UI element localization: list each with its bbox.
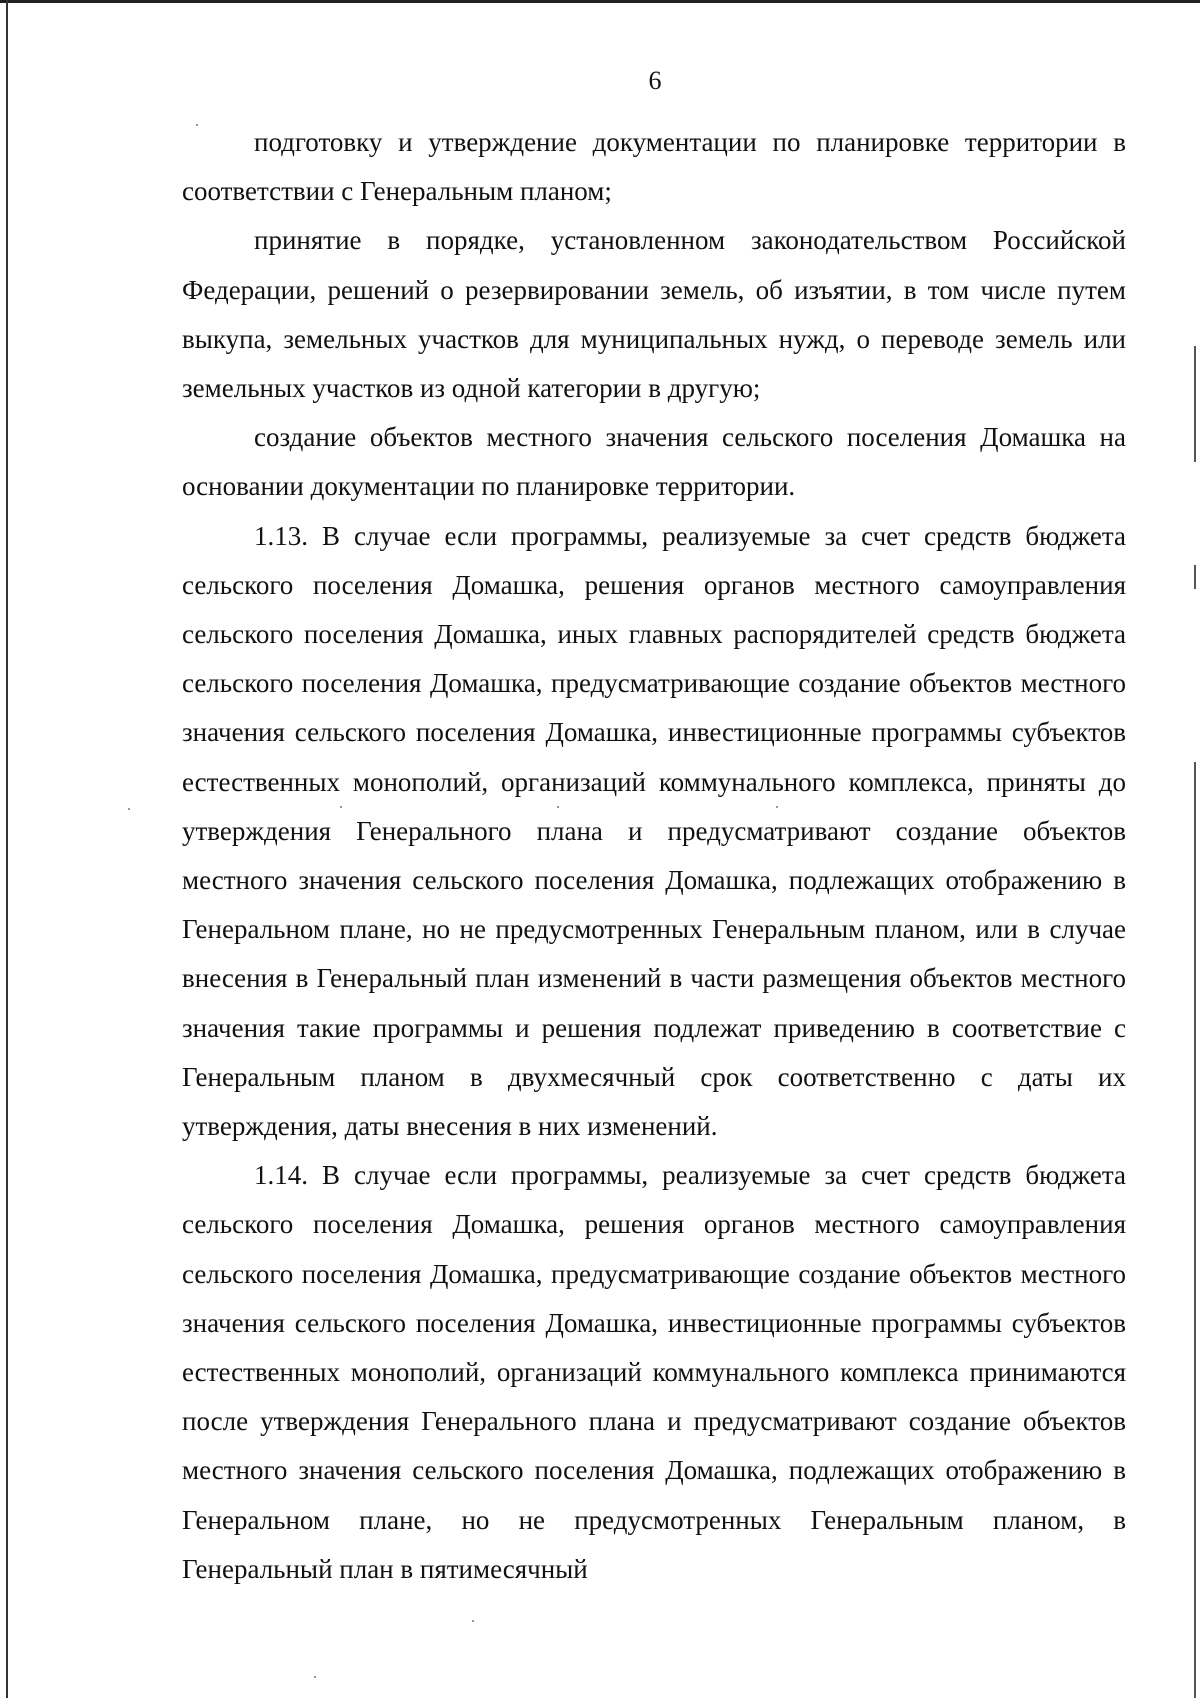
document-body (182, 118, 1126, 1594)
paragraph-1-14: 1.14. В случае если программы, реализуемые за счет средств бюджета сельского поселения Домашка, решения органов местного самоуправления сельского поселения Домашка, предусматривающие создание объектов местного значения сельского поселения Домашка, инвестиционные программы субъектов естественных монополий, организаций коммунального комплекса принимаются после утверждения Генерального плана и предусматривают создание объектов местного значения сельского поселения Домашка, подлежащих отображению в Генеральном плане, но не предусмотренных Генеральным планом, в Генеральный план в пятимесячный (182, 1160, 1126, 1584)
scan-edge-mark (1194, 565, 1196, 589)
paragraph-territory-planning: подготовку и утверждение документации по планировке территории в соответствии с Генеральным планом; (182, 127, 1126, 207)
paragraph-local-objects: создание объектов местного значения сельского поселения Домашка на основании документации по планировке территории. (182, 422, 1126, 502)
scan-speck (128, 808, 130, 810)
scan-edge-mark (1194, 762, 1196, 1698)
scan-speck (314, 1676, 316, 1678)
page-number: 6 (648, 66, 662, 95)
scan-border-top (0, 0, 1200, 3)
paragraph-1-13: 1.13. В случае если программы, реализуемые за счет средств бюджета сельского поселения Домашка, решения органов местного самоуправления сельского поселения Домашка, иных главных распорядителей средств бюджета сельского поселения Домашка, предусматривающие создание объектов местного значения сельского поселения Домашка, инвестиционные программы субъектов естественных монополий, организаций коммунального комплекса, приняты до утверждения Генерального плана и предусматривают создание объектов местного значения сельского поселения Домашка, подлежащих отображению в Генеральном плане, но не предусмотренных Генеральным планом, или в случае внесения в Генеральный план изменений в части размещения объектов местного значения такие программы и решения подлежат приведению в соответствие с Генеральным планом в двухмесячный срок соответственно с даты их утверждения, даты внесения в них изменений. (182, 520, 1126, 1142)
scan-edge-mark (1194, 346, 1196, 462)
scan-border-left (6, 0, 8, 1698)
scan-speck (472, 1620, 474, 1622)
paragraph-land-reservation: принятие в порядке, установленном законодательством Российской Федерации, решений о резервировании земель, об изъятии, в том числе путем выкупа, земельных участков для муниципальных нужд, о переводе земель или земельных участков из одной категории в другую; (182, 225, 1126, 404)
